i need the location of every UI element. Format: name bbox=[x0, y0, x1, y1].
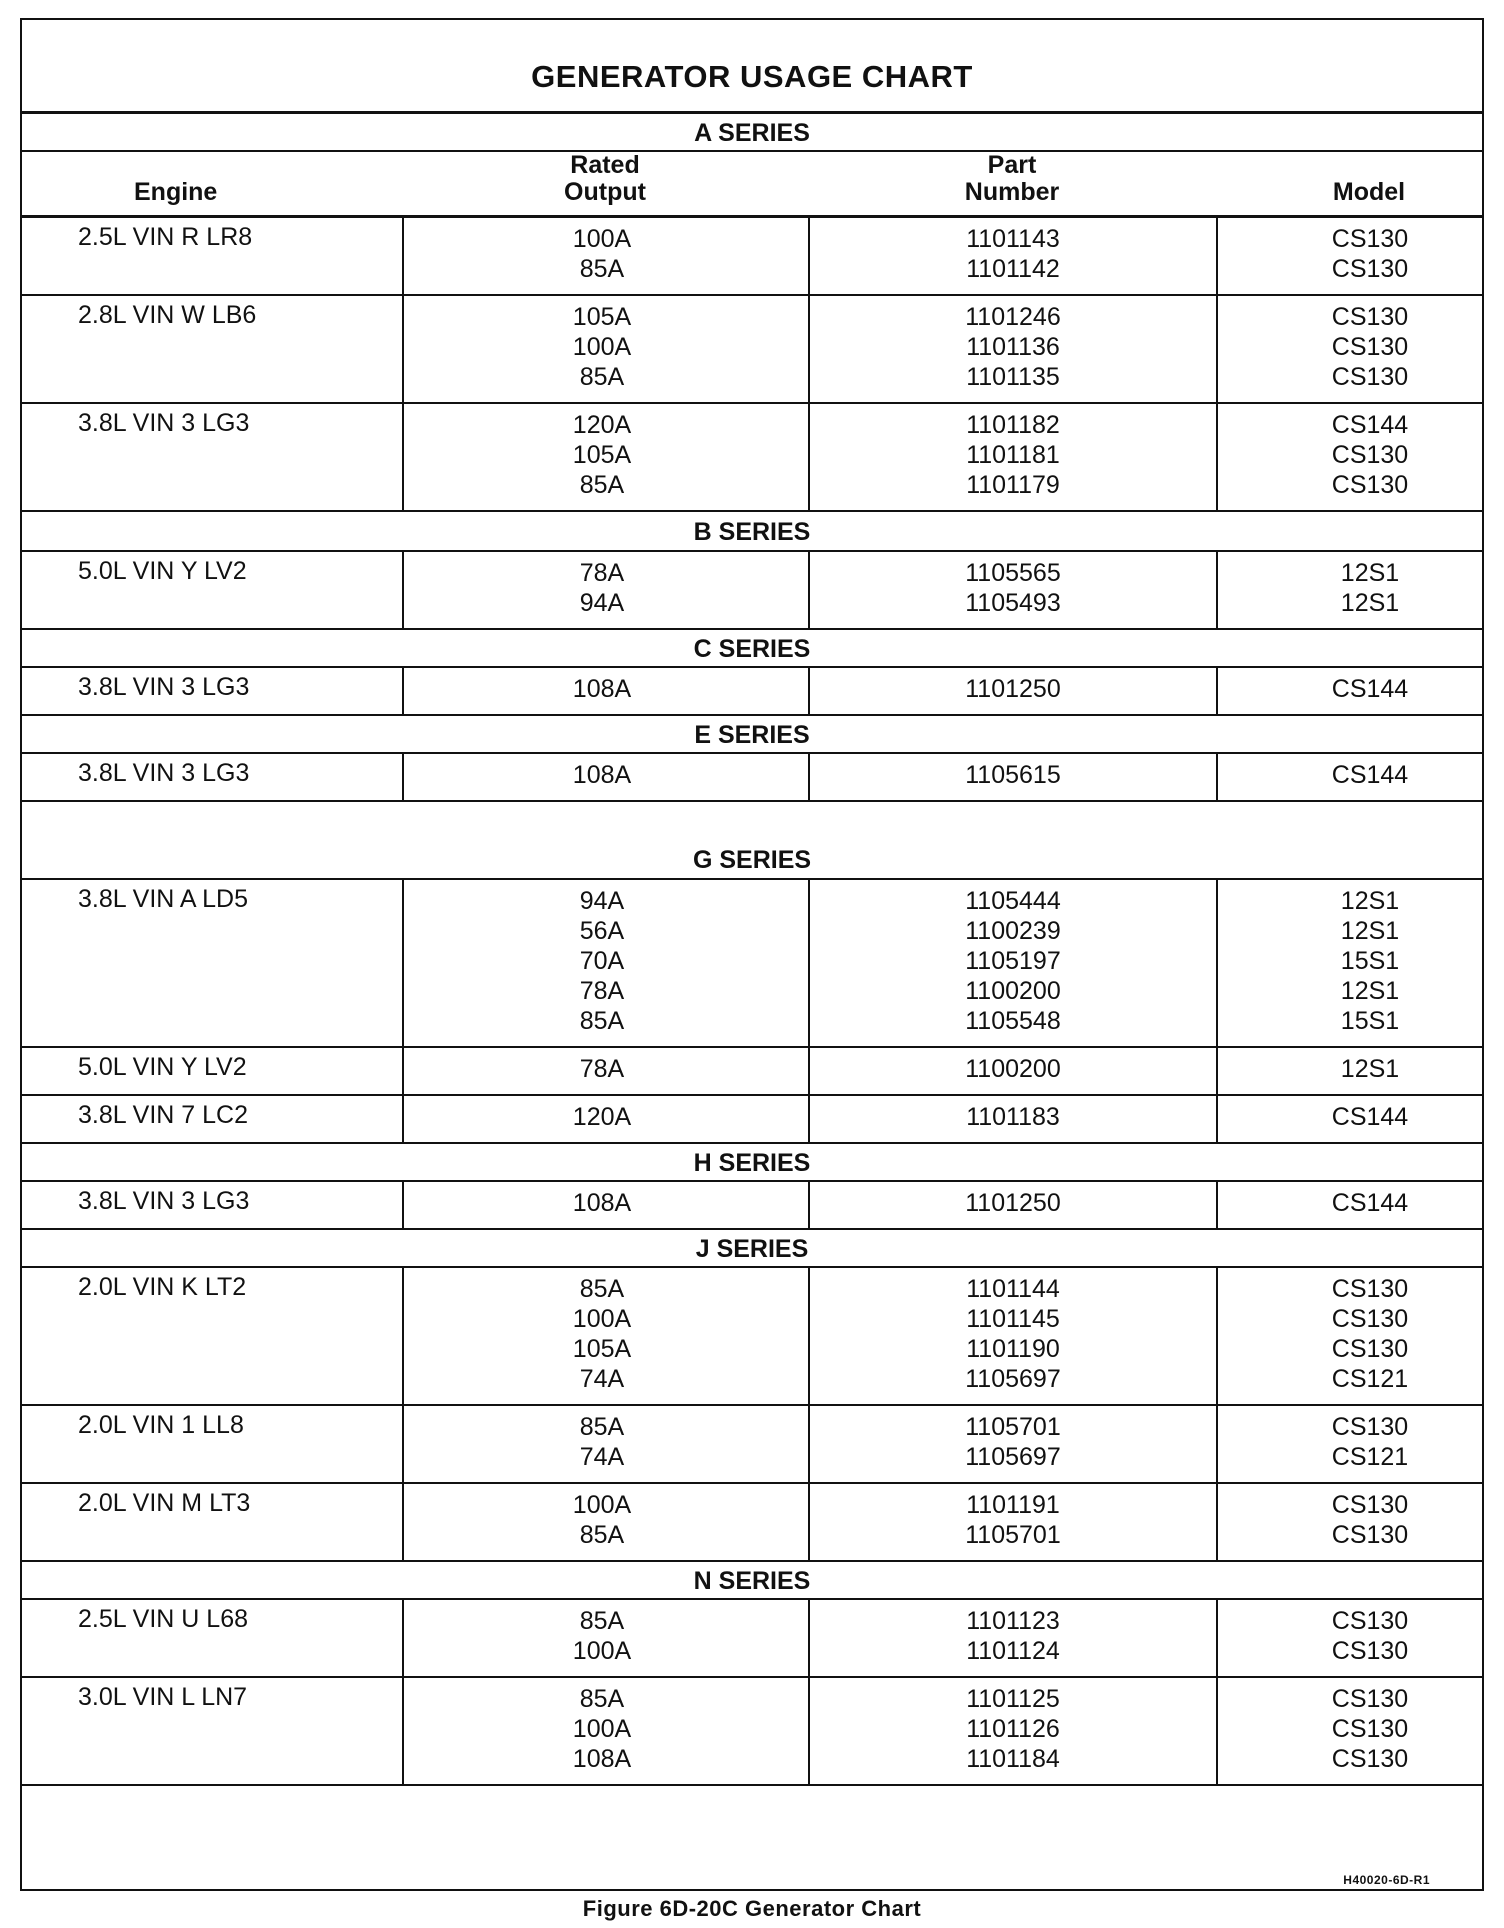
part-number-cell bbox=[808, 1268, 1216, 1404]
engine-group-row bbox=[22, 754, 1482, 802]
engine-cell: 3.8L VIN 3 LG3 bbox=[78, 759, 250, 787]
part-number-value: 1101143 bbox=[966, 225, 1060, 253]
rated-output-value: 94A bbox=[579, 887, 625, 915]
model-cell bbox=[1216, 1048, 1482, 1094]
part-number-cell bbox=[808, 1678, 1216, 1784]
part-number-value: 1101190 bbox=[966, 1335, 1060, 1363]
rated-output-value: 74A bbox=[579, 1443, 625, 1471]
model-cell bbox=[1216, 552, 1482, 628]
chart-table bbox=[22, 114, 1482, 1786]
model-cell bbox=[1216, 1096, 1482, 1142]
part-number-value: 1101250 bbox=[965, 675, 1061, 703]
rated-output-cell bbox=[402, 880, 808, 1046]
rated-output-cell bbox=[402, 668, 808, 714]
model-value: 15S1 bbox=[1340, 947, 1400, 975]
model-cell bbox=[1216, 1182, 1482, 1228]
rated-output-cell bbox=[402, 404, 808, 510]
model-value: CS144 bbox=[1331, 1103, 1409, 1131]
rated-output-cell bbox=[402, 1406, 808, 1482]
model-value: CS130 bbox=[1331, 1521, 1409, 1549]
part-number-value: 1101136 bbox=[966, 333, 1060, 361]
header-engine bbox=[22, 152, 402, 215]
rated-output-cell bbox=[402, 1182, 808, 1228]
part-number-cell bbox=[808, 880, 1216, 1046]
part-number-value: 1101142 bbox=[966, 255, 1060, 283]
rated-output-value: 100A bbox=[572, 333, 632, 361]
model-cell bbox=[1216, 754, 1482, 800]
rated-output-value: 85A bbox=[579, 363, 625, 391]
part-number-value: 1105565 bbox=[965, 559, 1061, 587]
rated-output-value: 108A bbox=[572, 1745, 632, 1773]
engine-group-row bbox=[22, 1096, 1482, 1144]
model-value: CS130 bbox=[1331, 1637, 1409, 1665]
rated-output-value: 85A bbox=[579, 1607, 625, 1635]
part-number-value: 1101250 bbox=[965, 1189, 1061, 1217]
column-header-row bbox=[22, 152, 1482, 218]
rated-output-value: 78A bbox=[579, 559, 625, 587]
rated-output-value: 105A bbox=[572, 1335, 632, 1363]
engine-group-row bbox=[22, 218, 1482, 296]
header-model-label: Model bbox=[1332, 178, 1406, 206]
model-value: CS130 bbox=[1331, 225, 1409, 253]
part-number-value: 1105615 bbox=[965, 761, 1061, 789]
model-value: 12S1 bbox=[1340, 1055, 1400, 1083]
part-number-value: 1101184 bbox=[966, 1745, 1060, 1773]
rated-output-value: 85A bbox=[579, 1413, 625, 1441]
part-number-cell bbox=[808, 552, 1216, 628]
rated-output-value: 100A bbox=[572, 1637, 632, 1665]
part-number-value: 1101125 bbox=[966, 1685, 1060, 1713]
model-cell bbox=[1216, 404, 1482, 510]
part-number-cell bbox=[808, 404, 1216, 510]
engine-group-row bbox=[22, 1678, 1482, 1786]
model-value: CS121 bbox=[1331, 1365, 1409, 1393]
engine-cell: 3.8L VIN 3 LG3 bbox=[78, 673, 250, 701]
part-number-value: 1105548 bbox=[965, 1007, 1061, 1035]
engine-group-row bbox=[22, 296, 1482, 404]
engine-group-row bbox=[22, 1600, 1482, 1678]
model-value: CS130 bbox=[1331, 1685, 1409, 1713]
rated-output-value: 70A bbox=[579, 947, 625, 975]
model-cell bbox=[1216, 1678, 1482, 1784]
model-cell bbox=[1216, 218, 1482, 294]
rated-output-cell bbox=[402, 1048, 808, 1094]
model-value: CS144 bbox=[1331, 675, 1409, 703]
part-number-value: 1101123 bbox=[966, 1607, 1060, 1635]
model-cell bbox=[1216, 668, 1482, 714]
engine-group-row bbox=[22, 668, 1482, 716]
rated-output-value: 100A bbox=[572, 225, 632, 253]
model-value: CS130 bbox=[1331, 1335, 1409, 1363]
model-value: CS130 bbox=[1331, 1745, 1409, 1773]
engine-cell: 5.0L VIN Y LV2 bbox=[78, 557, 247, 585]
model-value: CS130 bbox=[1331, 1305, 1409, 1333]
model-value: CS130 bbox=[1331, 255, 1409, 283]
engine-cell: 3.0L VIN L LN7 bbox=[78, 1683, 248, 1711]
part-number-value: 1101246 bbox=[965, 303, 1061, 331]
header-rated-output bbox=[402, 152, 808, 215]
part-number-cell bbox=[808, 754, 1216, 800]
rated-output-cell bbox=[402, 754, 808, 800]
engine-group-row bbox=[22, 1048, 1482, 1096]
engine-group-row bbox=[22, 1268, 1482, 1406]
generator-usage-chart bbox=[20, 18, 1484, 1891]
part-number-cell bbox=[808, 1048, 1216, 1094]
part-number-cell bbox=[808, 1484, 1216, 1560]
rated-output-value: 100A bbox=[572, 1491, 632, 1519]
model-value: CS130 bbox=[1331, 471, 1409, 499]
section-title: E SERIES bbox=[22, 716, 1482, 754]
engine-cell: 5.0L VIN Y LV2 bbox=[78, 1053, 247, 1081]
engine-cell: 3.8L VIN A LD5 bbox=[78, 885, 249, 913]
part-number-value: 1101145 bbox=[966, 1305, 1060, 1333]
part-number-cell bbox=[808, 218, 1216, 294]
engine-group-row bbox=[22, 1406, 1482, 1484]
rated-output-value: 108A bbox=[572, 761, 632, 789]
part-number-value: 1105697 bbox=[965, 1365, 1061, 1393]
part-number-value: 1101135 bbox=[966, 363, 1060, 391]
figure-caption: Figure 6D-20C Generator Chart bbox=[582, 1896, 922, 1921]
model-cell bbox=[1216, 1268, 1482, 1404]
header-model bbox=[1216, 152, 1482, 215]
part-number-value: 1101181 bbox=[966, 441, 1060, 469]
rated-output-cell bbox=[402, 1678, 808, 1784]
rated-output-cell bbox=[402, 296, 808, 402]
header-part-line1: Part bbox=[987, 151, 1037, 179]
section-spacer bbox=[22, 802, 1482, 840]
rated-output-cell bbox=[402, 552, 808, 628]
model-value: CS130 bbox=[1331, 1413, 1409, 1441]
part-number-cell bbox=[808, 1182, 1216, 1228]
rated-output-value: 108A bbox=[572, 675, 632, 703]
engine-group-row bbox=[22, 404, 1482, 512]
engine-cell: 2.8L VIN W LB6 bbox=[78, 301, 257, 329]
model-value: 12S1 bbox=[1340, 887, 1400, 915]
model-value: CS130 bbox=[1331, 1275, 1409, 1303]
part-number-value: 1105701 bbox=[965, 1521, 1061, 1549]
header-part-number bbox=[808, 152, 1216, 215]
rated-output-value: 85A bbox=[579, 1521, 625, 1549]
model-cell bbox=[1216, 880, 1482, 1046]
rated-output-value: 85A bbox=[579, 471, 625, 499]
part-number-cell bbox=[808, 296, 1216, 402]
engine-cell: 3.8L VIN 3 LG3 bbox=[78, 409, 250, 437]
engine-cell: 3.8L VIN 3 LG3 bbox=[78, 1187, 250, 1215]
rated-output-value: 85A bbox=[579, 1685, 625, 1713]
rated-output-value: 56A bbox=[579, 917, 625, 945]
model-value: CS130 bbox=[1331, 1491, 1409, 1519]
rated-output-value: 120A bbox=[572, 411, 632, 439]
figure-code: H40020-6D-R1 bbox=[1343, 1873, 1430, 1887]
engine-group-row bbox=[22, 880, 1482, 1048]
engine-group-row bbox=[22, 1182, 1482, 1230]
part-number-value: 1101183 bbox=[966, 1103, 1060, 1131]
model-value: CS121 bbox=[1331, 1443, 1409, 1471]
engine-cell: 2.0L VIN K LT2 bbox=[78, 1273, 247, 1301]
rated-output-cell bbox=[402, 1484, 808, 1560]
engine-group-row bbox=[22, 1484, 1482, 1562]
rated-output-cell bbox=[402, 1096, 808, 1142]
part-number-value: 1101182 bbox=[966, 411, 1060, 439]
rated-output-value: 74A bbox=[579, 1365, 625, 1393]
part-number-value: 1105444 bbox=[965, 887, 1061, 915]
section-title: C SERIES bbox=[22, 630, 1482, 668]
chart-title: GENERATOR USAGE CHART bbox=[22, 20, 1482, 114]
part-number-value: 1101179 bbox=[966, 471, 1060, 499]
header-part-line2: Number bbox=[964, 178, 1060, 206]
rated-output-value: 105A bbox=[572, 303, 632, 331]
rated-output-value: 100A bbox=[572, 1305, 632, 1333]
model-value: CS130 bbox=[1331, 1607, 1409, 1635]
model-value: CS144 bbox=[1331, 411, 1409, 439]
engine-group-row bbox=[22, 552, 1482, 630]
model-value: CS130 bbox=[1331, 441, 1409, 469]
engine-cell: 2.0L VIN 1 LL8 bbox=[78, 1411, 244, 1439]
rated-output-value: 94A bbox=[579, 589, 625, 617]
part-number-cell bbox=[808, 1600, 1216, 1676]
model-value: CS130 bbox=[1331, 363, 1409, 391]
model-value: CS144 bbox=[1331, 761, 1409, 789]
part-number-cell bbox=[808, 1406, 1216, 1482]
part-number-value: 1105701 bbox=[965, 1413, 1061, 1441]
engine-cell: 2.5L VIN R LR8 bbox=[78, 223, 253, 251]
rated-output-value: 120A bbox=[572, 1103, 632, 1131]
part-number-value: 1105697 bbox=[965, 1443, 1061, 1471]
model-cell bbox=[1216, 1484, 1482, 1560]
section-title: B SERIES bbox=[22, 512, 1482, 552]
model-value: 12S1 bbox=[1340, 559, 1400, 587]
rated-output-value: 85A bbox=[579, 1275, 625, 1303]
section-title: G SERIES bbox=[22, 840, 1482, 880]
header-rated-line1: Rated bbox=[570, 151, 640, 179]
part-number-value: 1100200 bbox=[965, 977, 1061, 1005]
model-value: CS130 bbox=[1331, 333, 1409, 361]
section-title: J SERIES bbox=[22, 1230, 1482, 1268]
engine-cell: 2.5L VIN U L68 bbox=[78, 1605, 249, 1633]
part-number-cell bbox=[808, 1096, 1216, 1142]
header-engine-label: Engine bbox=[134, 178, 218, 206]
part-number-value: 1100200 bbox=[965, 1055, 1061, 1083]
model-value: 12S1 bbox=[1340, 589, 1400, 617]
part-number-cell bbox=[808, 668, 1216, 714]
engine-cell: 3.8L VIN 7 LC2 bbox=[78, 1101, 249, 1129]
rated-output-value: 108A bbox=[572, 1189, 632, 1217]
model-value: CS144 bbox=[1331, 1189, 1409, 1217]
rated-output-cell bbox=[402, 1268, 808, 1404]
model-value: CS130 bbox=[1331, 303, 1409, 331]
part-number-value: 1101144 bbox=[966, 1275, 1060, 1303]
rated-output-value: 85A bbox=[579, 1007, 625, 1035]
part-number-value: 1101126 bbox=[966, 1715, 1060, 1743]
part-number-value: 1101124 bbox=[966, 1637, 1060, 1665]
model-cell bbox=[1216, 1600, 1482, 1676]
rated-output-value: 85A bbox=[579, 255, 625, 283]
rated-output-value: 78A bbox=[579, 1055, 625, 1083]
model-value: 12S1 bbox=[1340, 977, 1400, 1005]
engine-cell: 2.0L VIN M LT3 bbox=[78, 1489, 251, 1517]
part-number-value: 1105197 bbox=[965, 947, 1061, 975]
rated-output-value: 100A bbox=[572, 1715, 632, 1743]
rated-output-value: 105A bbox=[572, 441, 632, 469]
part-number-value: 1101191 bbox=[966, 1491, 1060, 1519]
header-rated-line2: Output bbox=[564, 178, 646, 206]
rated-output-value: 78A bbox=[579, 977, 625, 1005]
model-cell bbox=[1216, 1406, 1482, 1482]
part-number-value: 1100239 bbox=[965, 917, 1061, 945]
model-value: 12S1 bbox=[1340, 917, 1400, 945]
section-title: N SERIES bbox=[22, 1562, 1482, 1600]
section-title: H SERIES bbox=[22, 1144, 1482, 1182]
model-value: 15S1 bbox=[1340, 1007, 1400, 1035]
model-value: CS130 bbox=[1331, 1715, 1409, 1743]
part-number-value: 1105493 bbox=[965, 589, 1061, 617]
rated-output-cell bbox=[402, 218, 808, 294]
model-cell bbox=[1216, 296, 1482, 402]
rated-output-cell bbox=[402, 1600, 808, 1676]
section-title: A SERIES bbox=[22, 114, 1482, 152]
